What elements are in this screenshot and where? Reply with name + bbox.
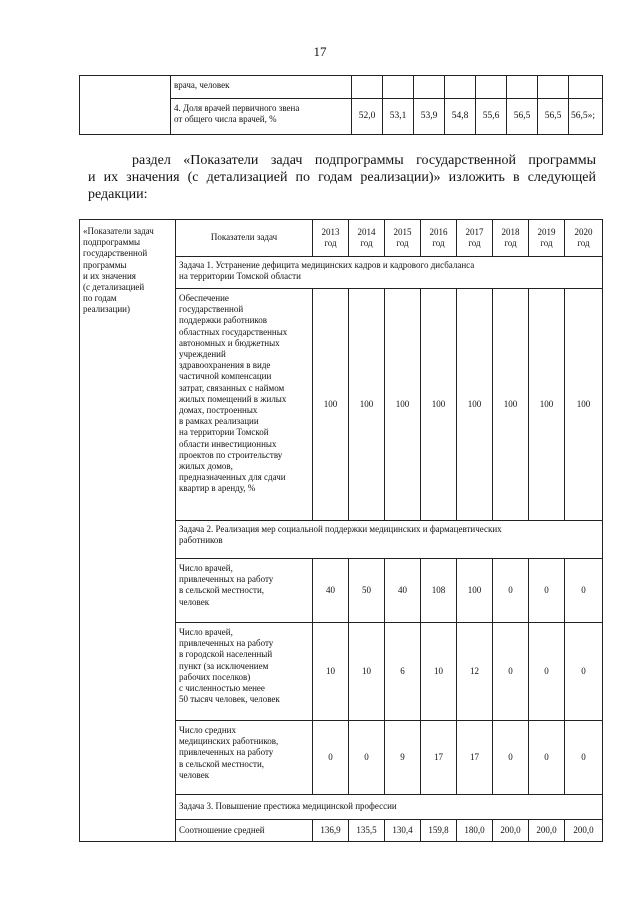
indicator-1-label: Обеспечение государственной поддержки работников областных государственных автономных и бюджетных учреждений здравоохранения в виде частичной компенсации затрат, связанных с наймом жилых помещений в жилых домах, построенных в рамках реализации на территории Томской области инвестиционных проектов по строительству жилых домов, предназначенных для сдачи квартир в аренду, % [176, 289, 313, 521]
value-cell: 100 [457, 559, 493, 623]
indicator-5-label: Соотношение средней [176, 820, 313, 842]
task-1-row: Задача 1. Устранение дефицита медицинских кадров и кадрового дисбаланса на территории Томской области [176, 257, 603, 289]
task-2-row: Задача 2. Реализация мер социальной поддержки медицинских и фармацевтических работников [176, 521, 603, 559]
value-cell: 136,9 [313, 820, 349, 842]
header-year: 2019 год [529, 220, 565, 257]
indicator-3-label: Число врачей, привлеченных на работу в городской населенный пункт (за исключением рабочих поселков) с численностью менее 50 тысяч человек, человек [176, 623, 313, 721]
value-cell: 100 [457, 289, 493, 521]
value-cell: 100 [529, 289, 565, 521]
value-cell: 130,4 [385, 820, 421, 842]
header-indicators: Показатели задач [176, 220, 313, 257]
value-cell: 100 [385, 289, 421, 521]
top-value-cell: 54,8 [445, 99, 476, 135]
top-value-cell: 56,5»; [569, 99, 603, 135]
top-value-cell: 56,5 [507, 99, 538, 135]
value-cell: 12 [457, 623, 493, 721]
value-cell: 40 [385, 559, 421, 623]
header-year: 2020 год [565, 220, 603, 257]
value-cell: 100 [493, 289, 529, 521]
value-cell: 10 [313, 623, 349, 721]
value-cell: 9 [385, 721, 421, 795]
value-cell: 159,8 [421, 820, 457, 842]
top-row2-label: 4. Доля врачей первичного звена от общего числа врачей, % [171, 99, 352, 135]
indicators-table [79, 219, 603, 842]
task-3-row: Задача 3. Повышение престижа медицинской профессии [176, 795, 603, 820]
value-cell: 0 [493, 721, 529, 795]
value-cell: 0 [529, 559, 565, 623]
value-cell: 50 [349, 559, 385, 623]
value-cell: 200,0 [565, 820, 603, 842]
top-side-cell [80, 76, 171, 135]
value-cell: 0 [565, 623, 603, 721]
header-year: 2013 год [313, 220, 349, 257]
top-value-cell: 53,1 [383, 99, 414, 135]
value-cell: 0 [529, 721, 565, 795]
value-cell: 0 [493, 623, 529, 721]
value-cell: 0 [565, 721, 603, 795]
value-cell: 0 [529, 623, 565, 721]
value-cell: 100 [565, 289, 603, 521]
value-cell: 0 [493, 559, 529, 623]
top-row1-label: врача, человек [171, 76, 352, 99]
value-cell: 135,5 [349, 820, 385, 842]
header-year: 2017 год [457, 220, 493, 257]
value-cell: 0 [565, 559, 603, 623]
body-paragraph: раздел «Показатели задач подпрограммы государственной программы и их значения (с детализацией по годам реализации)» изложить в следующей редакции: [88, 153, 596, 202]
value-cell: 100 [421, 289, 457, 521]
header-year: 2018 год [493, 220, 529, 257]
value-cell: 100 [313, 289, 349, 521]
value-cell: 180,0 [457, 820, 493, 842]
section-side-label: «Показатели задач подпрограммы государственной программы и их значения (с детализацией по годам реализации) [80, 220, 176, 842]
value-cell: 17 [421, 721, 457, 795]
header-year: 2016 год [421, 220, 457, 257]
header-year: 2014 год [349, 220, 385, 257]
page-number: 17 [313, 44, 327, 59]
indicator-2-label: Число врачей, привлеченных на работу в сельской местности, человек [176, 559, 313, 623]
value-cell: 6 [385, 623, 421, 721]
top-value-cell: 53,9 [414, 99, 445, 135]
value-cell: 200,0 [529, 820, 565, 842]
indicator-4-label: Число средних медицинских работников, привлеченных на работу в сельской местности, человек [176, 721, 313, 795]
value-cell: 200,0 [493, 820, 529, 842]
top-table [79, 75, 603, 135]
value-cell: 10 [421, 623, 457, 721]
top-value-cell: 55,6 [476, 99, 507, 135]
value-cell: 40 [313, 559, 349, 623]
value-cell: 17 [457, 721, 493, 795]
top-value-cell: 56,5 [538, 99, 569, 135]
header-year: 2015 год [385, 220, 421, 257]
top-value-cell: 52,0 [352, 99, 383, 135]
value-cell: 10 [349, 623, 385, 721]
value-cell: 0 [313, 721, 349, 795]
value-cell: 0 [349, 721, 385, 795]
value-cell: 100 [349, 289, 385, 521]
value-cell: 108 [421, 559, 457, 623]
